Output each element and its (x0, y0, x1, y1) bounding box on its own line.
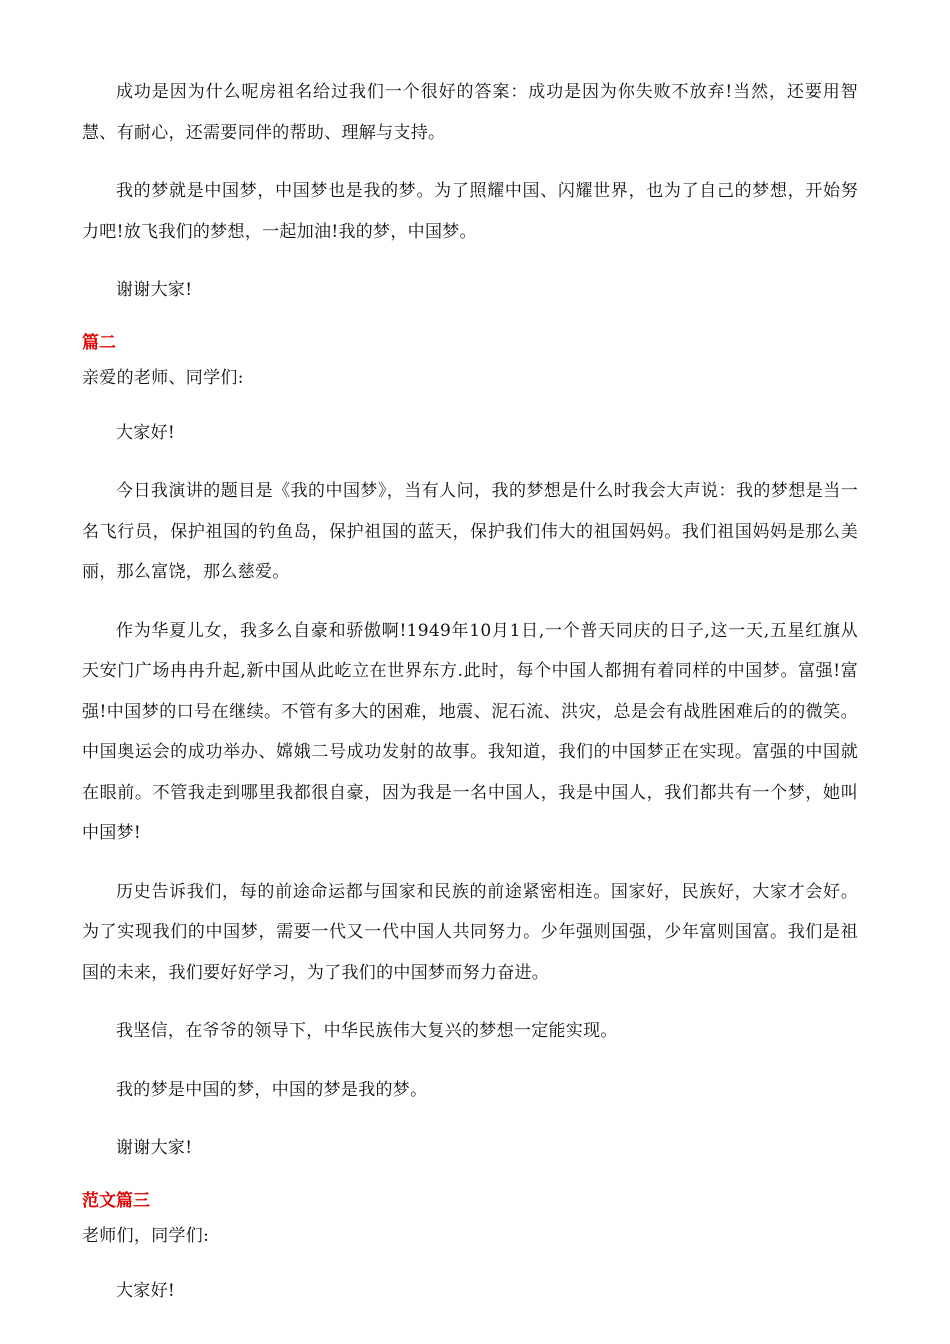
section-title: 范文篇三 (82, 1190, 150, 1211)
greeting: 大家好! (116, 422, 176, 443)
paragraph: 我的梦是中国的梦，中国的梦是我的梦。 (116, 1079, 428, 1100)
closing-thanks: 谢谢大家! (116, 1138, 193, 1158)
paragraph: 成功是因为什么呢房祖名给过我们一个很好的答案：成功是因为你失败不放弃!当然，还要用智慧、有耐心，还需要同伴的帮助、理解与支持。 (82, 82, 858, 143)
salutation: 亲爱的老师、同学们: (82, 367, 244, 388)
salutation: 老师们，同学们: (82, 1225, 210, 1246)
greeting: 大家好! (116, 1280, 176, 1301)
closing-thanks: 谢谢大家! (116, 280, 193, 300)
paragraph: 历史告诉我们，每的前途命运都与国家和民族的前途紧密相连。国家好，民族好，大家才会好。为了实现我们的中国梦，需要一代又一代中国人共同努力。少年强则国强，少年富则国富。我们是祖国的未来，我们要好好学习，为了我们的中国梦而努力奋进。 (82, 881, 858, 983)
paragraph: 今日我演讲的题目是《我的中国梦》，当有人问，我的梦想是什么时我会大声说：我的梦想是当一名飞行员，保护祖国的钓鱼岛，保护祖国的蓝天，保护我们伟大的祖国妈妈。我们祖国妈妈是那么美丽，那么富饶，那么慈爱。 (82, 481, 858, 582)
paragraph: 作为华夏儿女，我多么自豪和骄傲啊!1949年10月1日,一个普天同庆的日子,这一天,五星红旗从天安门广场冉冉升起,新中国从此屹立在世界东方.此时，每个中国人都拥有着同样的中国梦。富强!富强!中国梦的口号在继续。不管有多大的困难，地震、泥石流、洪灾，总是会有战胜困难后的的微笑。中国奥运会的成功举办、嫦娥二号成功发射的故事。我知道，我们的中国梦正在实现。富强的中国就在眼前。不管我走到哪里我都很自豪，因为我是一名中国人，我是中国人，我们都共有一个梦，她叫中国梦! (82, 620, 858, 843)
paragraph: 我的梦就是中国梦，中国梦也是我的梦。为了照耀中国、闪耀世界，也为了自己的梦想，开始努力吧!放飞我们的梦想，一起加油!我的梦，中国梦。 (82, 181, 858, 242)
paragraph: 我坚信，在爷爷的领导下，中华民族伟大复兴的梦想一定能实现。 (116, 1021, 618, 1041)
section-title: 篇二 (82, 332, 116, 353)
